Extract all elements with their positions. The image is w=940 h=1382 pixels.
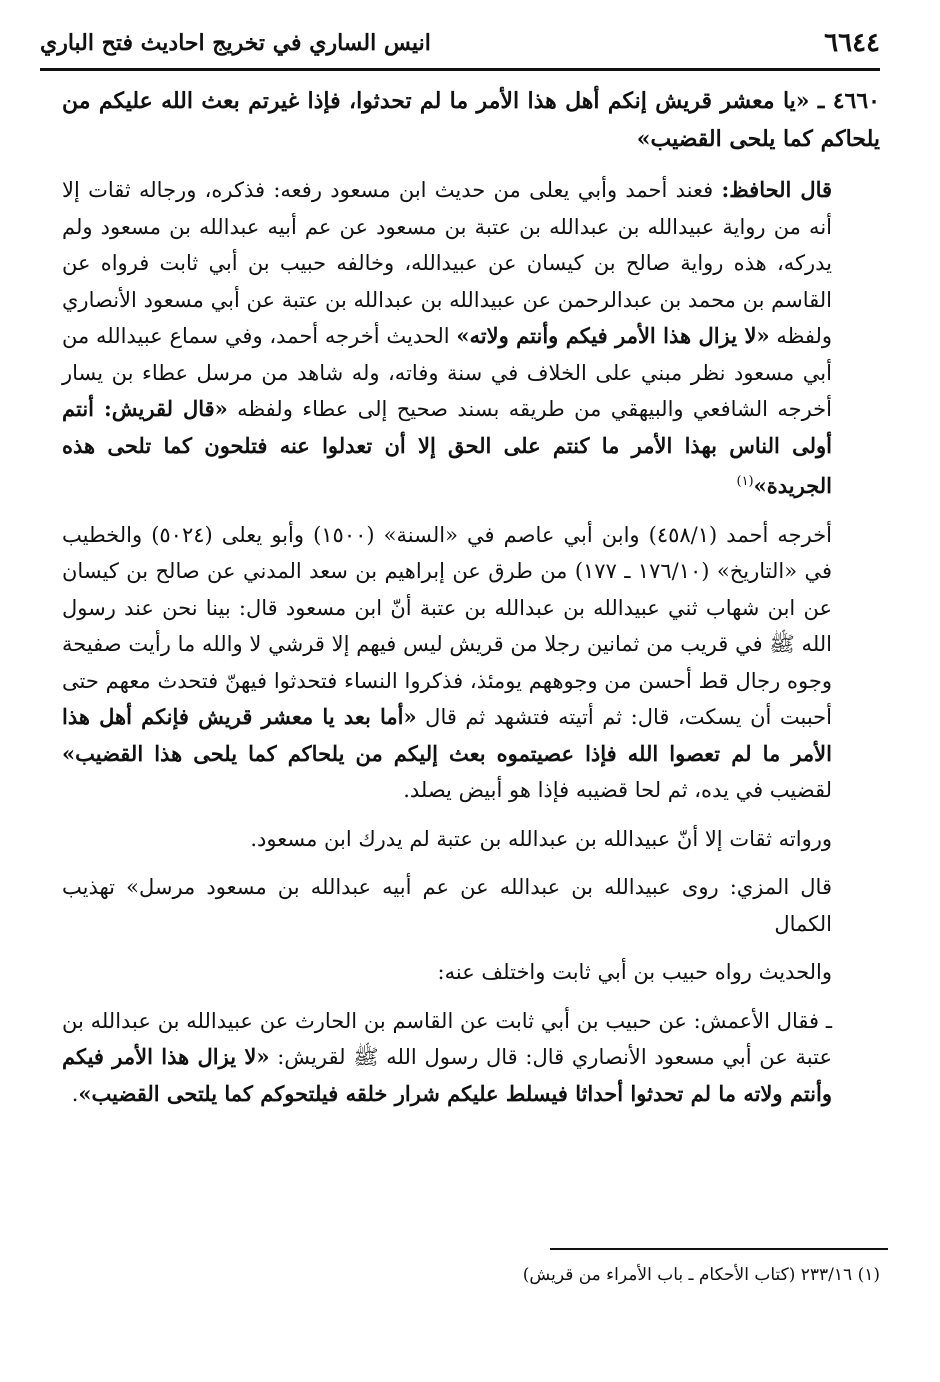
hadith-heading [62,82,880,158]
amash-quote: «لا يزال هذا الأمر فيكم وأنتم ولاته ما لم تحدثوا أحداثا فيسلط عليكم شرار خلقه فيلتحوكم كما يلتحى القضيب» [62,1044,832,1106]
commentary-paragraph [62,172,880,505]
commentary-text-1: فعند أحمد وأبي يعلى من حديث ابن مسعود رفعه: فذكره، ورجاله ثقات إلا أنه من رواية عبيدالله بن عبدالله بن عتبة بن مسعود عن عم أبيه عبدالله بن مسعود ولم يدركه، هذه رواية صالح بن كيسان عن عبيدالله، وخالفه حبيب بن أبي ثابت فرواه عن القاسم بن محمد بن عبدالرحمن عن عبيدالله بن عبدالله بن عتبة عن أبي مسعود الأنصاري ولفظه [62,178,833,348]
hafiz-label: قال الحافظ: [721,177,833,202]
habib-paragraph: والحديث رواه حبيب بن أبي ثابت واختلف عنه: [437,960,832,984]
main-text [62,82,880,1124]
book-title: انيس الساري في تخريج احاديث فتح الباري [40,30,431,56]
amash-text-1: ـ فقال الأعمش: عن حبيب بن أبي ثابت عن القاسم بن الحارث عن عبيدالله بن عبدالله بن عتبة عن أبي مسعود الأنصاري قال: قال رسول الله ﷺ لقريش: [62,1008,832,1069]
hadith-number: ٤٦٦٠ ـ [817,88,880,114]
hadith-text: «يا معشر قريش إنكم أهل هذا الأمر ما لم تحدثوا، فإذا غيرتم بعث الله عليكم من يلحاكم كما يلحى القضيب» [62,88,880,152]
footnote-marker: (١) [736,474,754,489]
takhrij-quote: «أما بعد يا معشر قريش فإنكم أهل هذا الأمر ما لم تعصوا الله فإذا عصيتموه بعث إليكم من يلحاكم كما يلحى هذا القضيب» [62,704,832,766]
narrators-paragraph: ورواته ثقات إلا أنّ عبيدالله بن عبدالله بن عتبة لم يدرك ابن مسعود. [250,826,832,851]
footnote-divider [550,1248,888,1250]
takhrij-paragraph [62,517,880,809]
commentary-quote-1: «لا يزال هذا الأمر فيكم وأنتم ولاته» [456,323,770,348]
amash-text-2: . [71,1081,79,1106]
mizzi-paragraph: قال المزي: روى عبيدالله بن عبدالله عن عم أبيه عبدالله بن مسعود مرسل» تهذيب الكمال [62,875,832,936]
amash-paragraph [62,1003,880,1113]
page-number: ٦٦٤٤ [824,28,880,58]
footnote: (١) ٢٣٣/١٦ (كتاب الأحكام ـ باب الأمراء من قريش) [522,1265,880,1285]
takhrij-text-2: لقضيب في يده، ثم لحا قضيبه فإذا هو أبيض يصلد. [403,778,832,802]
running-header [40,18,880,71]
commentary-quote-2: «قال لقريش: أنتم أولى الناس بهذا الأمر ما كنتم على الحق إلا أن تعدلوا عنه فتلحون كما تلحى هذه الجريدة» [62,396,832,498]
commentary-text-2: الحديث أخرجه أحمد، وفي سماع عبيدالله من أبي مسعود نظر مبني على الخلاف في سنة وفاته، وله شاهد من مرسل عطاء بن يسار أخرجه الشافعي والبيهقي من طريقه بسند صحيح إلى عطاء ولفظه [62,324,832,421]
takhrij-text-1: أخرجه أحمد (٤٥٨/١) وابن أبي عاصم في «السنة» (١٥٠٠) وأبو يعلى (٥٠٢٤) والخطيب في «التاريخ» (١٧٦/١٠ ـ ١٧٧) من طرق عن إبراهيم بن سعد المدني عن صالح بن كيسان عن ابن شهاب ثني عبيدالله بن عبدالله بن عتبة أنّ ابن مسعود قال: بينا نحن عند رسول الله ﷺ في قريب من ثمانين رجلا من قريش ليس فيهم إلا قرشي لا والله ما رأيت صفيحة وجوه رجال قط أحسن من وجوههم يومئذ، فذكروا النساء فتحدثوا فيهنّ فتحدث معهم حتى أحببت أن يسكت، قال: ثم أتيته فتشهد ثم قال [62,522,833,729]
